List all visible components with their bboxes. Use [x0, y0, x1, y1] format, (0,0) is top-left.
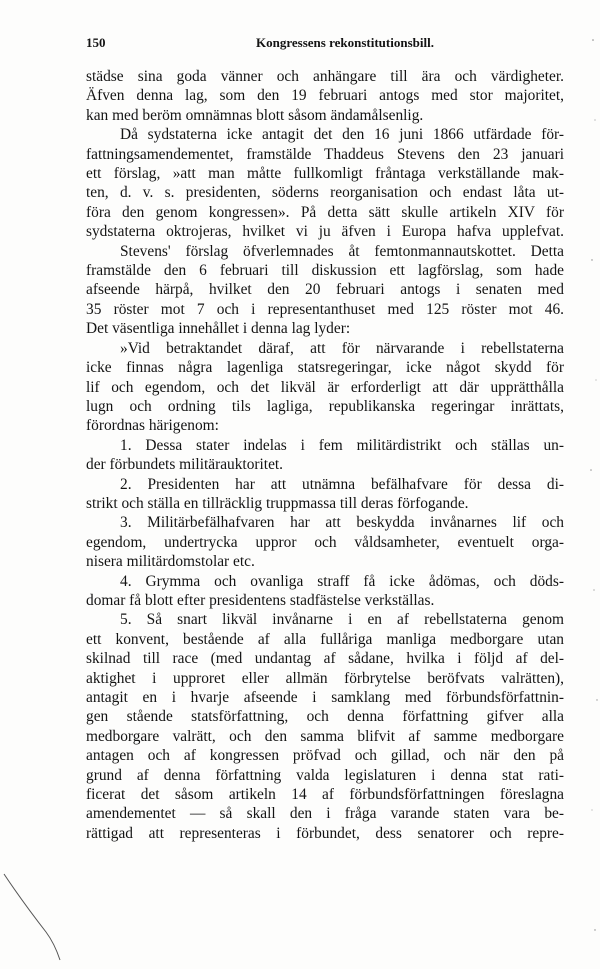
- text-line: ten, d. v. s. presidenten, söderns reorganisation och endast låta ut-: [86, 184, 564, 202]
- text-line: sydstaterna oktrojeras, hvilket vi ju äfven i Europa hafva upplefvat.: [86, 223, 564, 241]
- text-line: skilnad till race (med undantag af sådane, hvilka i följd af del-: [86, 650, 564, 668]
- text-line: »Vid betraktandet däraf, att för närvarande i rebellstaterna: [120, 339, 564, 357]
- text-line: föra den genom kongressen». På detta sätt skulle artikeln XIV för: [86, 203, 564, 221]
- text-line: 5. Så snart likväl invånarne i en af rebellstaterna genom: [120, 611, 564, 629]
- page-number: 150: [86, 35, 106, 50]
- page-header: [86, 35, 564, 55]
- text-line: lugn och ordning tils lagliga, republikanska regeringar inrättats,: [86, 397, 564, 415]
- text-line: amendementet — så skall den i fråga varande staten vara be-: [86, 805, 564, 823]
- text-line: lif och egendom, och det likväl är erforderligt att där upprätthålla: [86, 378, 564, 396]
- text-line: antagen och af kongressen pröfvad och gillad, och när den på: [86, 747, 564, 765]
- text-line: aktighet i upproret eller allmän förbrytelse beröfvats valrätten),: [86, 669, 564, 687]
- text-line: egendom, undertrycka uppror och våldsamheter, eventuelt orga-: [86, 533, 564, 551]
- text-line: nisera militärdomstolar etc.: [86, 553, 255, 571]
- page-edge-mark: [2, 872, 72, 962]
- text-line: Då sydstaterna icke antagit det den 16 juni 1866 utfärdade för-: [120, 126, 564, 144]
- text-line: framstälde den 6 februari till diskussion ett lagförslag, som hade: [86, 262, 564, 280]
- text-line: ett förslag, »att man måtte fullkomligt fråntaga verkställande mak-: [86, 165, 564, 183]
- text-line: der förbundets militärauktoritet.: [86, 456, 284, 474]
- text-line: fattningsamendementet, framstälde Thaddeus Stevens den 23 januari: [86, 145, 564, 163]
- text-line: städse sina goda vänner och anhängare till ära och värdigheter.: [86, 68, 564, 85]
- text-line: gen stående statsförfattning, och denna författning gifver alla: [86, 708, 564, 726]
- text-line: antagit en i hvarje afseende i samklang med förbundsförfattnin-: [86, 689, 564, 706]
- body-text: [86, 67, 564, 843]
- text-line: Äfven denna lag, som den 19 februari antogs med stor majoritet,: [86, 87, 564, 105]
- text-line: 3. Militärbefälhafvaren har att beskydda invånarnes lif och: [120, 514, 564, 532]
- text-line: afseende härpå, hvilket den 20 februari antogs i senaten med: [86, 281, 564, 299]
- text-line: 4. Grymma och ovanliga straff få icke ådömas, och döds-: [120, 572, 564, 590]
- running-title: Kongressens rekonstitutionsbill.: [256, 35, 434, 50]
- text-line: ficerat det såsom artikeln 14 af förbundsförfattningen föreslagna: [86, 786, 564, 804]
- text-line: domar få blott efter presidentens stadfästelse verkställas.: [86, 591, 435, 609]
- text-line: Stevens' förslag öfverlemnades åt femtonmannautskottet. Detta: [120, 242, 564, 260]
- text-line: 1. Dessa stater indelas i fem militärdistrikt och ställas un-: [120, 436, 564, 454]
- text-line: kan med beröm omnämnas blott såsom ändamålsenlig.: [86, 106, 424, 124]
- text-line: 2. Presidenten har att utnämna befälhafvare för dessa di-: [120, 475, 564, 493]
- text-line: icke finnas några lagenliga statsregeringar, icke något skydd för: [86, 359, 564, 377]
- text-line: strikt och ställa en tillräcklig truppmassa till deras förfogande.: [86, 494, 469, 512]
- page-edge-speckles: [586, 0, 600, 969]
- text-line: 35 röster mot 7 och i representanthuset med 125 röster mot 46.: [86, 300, 564, 318]
- text-line: medborgare valrätt, och den samma blifvit af samme medborgare: [86, 727, 564, 745]
- text-line: ett konvent, bestående af alla fullåriga manliga medborgare utan: [86, 630, 564, 648]
- text-line: Det väsentliga innehållet i denna lag lyder:: [86, 320, 351, 338]
- text-line: grund af denna författning valda legislaturen i denna stat rati-: [86, 766, 564, 784]
- text-line: rättigad att representeras i förbundet, dess senatorer och repre-: [86, 824, 564, 842]
- text-line: förordnas härigenom:: [86, 417, 219, 435]
